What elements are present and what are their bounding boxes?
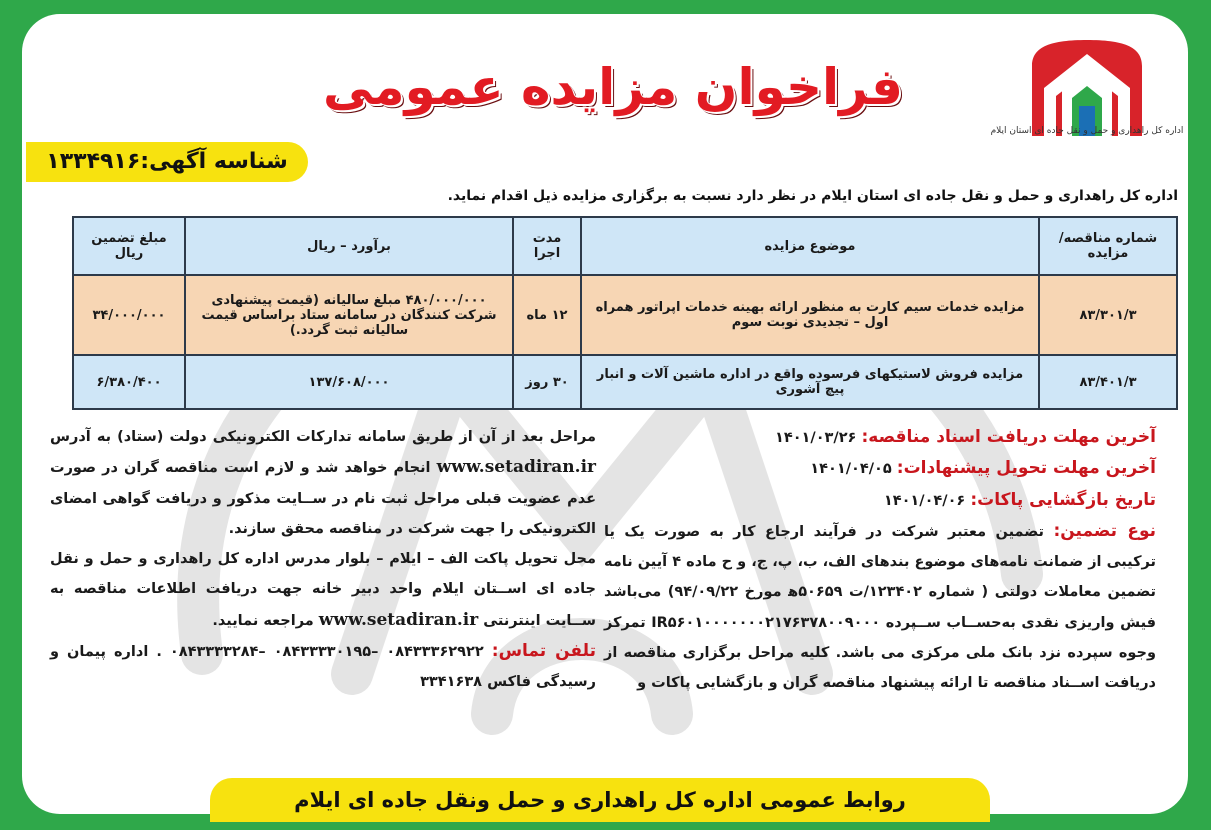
header-guarantee: مبلغ تضمین ریال — [73, 217, 185, 275]
ad-id-value: ۱۳۳۴۹۱۶ — [46, 149, 141, 174]
page-title: فراخوان مزایده عمومی — [323, 58, 903, 116]
header-estimate: برآورد – ریال — [185, 217, 513, 275]
guarantee-label: نوع تضمین: — [1053, 520, 1156, 541]
guarantee-text: تضمین معتبر شرکت در فرآیند ارجاع کار به صورت یک یا ترکیبی از ضمانت نامه‌های موضوع بندهای الف، ب، پ، ج، و ح ماده ۴ آیین نامه تضمین معاملات دولتی ( شماره ۱۲۳۴۰۲/ت ۵۰۶۵۹ه‍ مورخ ۹۴/۰۹/۲۲) می‌باشد فیش واریزی نقدی به‌حســاب ســپرده IR۵۶۰۱۰۰۰۰۰۰۰۲۱۷۶۳۷۸۰۰۹۰۰۰ تمرکز وجوه سپرده نزد بانک ملی مرکزی می باشد. کلیه مراحل برگزاری مناقصه از دریافت اســناد مناقصه تا ارائه پیشنهاد مناقصه گران و بازگشایی پاکات و — [604, 523, 1156, 692]
cell-guarantee: ۳۴/۰۰۰/۰۰۰ — [73, 275, 185, 355]
doc-deadline-label: آخرین مهلت دریافت اسناد مناقصه: — [861, 427, 1156, 447]
offer-deadline-value: ۱۴۰۱/۰۴/۰۵ — [810, 461, 892, 478]
header-duration: مدت اجرا — [513, 217, 581, 275]
phone-label: تلفن تماس: — [491, 641, 596, 662]
table-header-row — [73, 217, 1177, 275]
procedure-paragraph — [50, 422, 596, 544]
cell-number: ۸۳/۴۰۱/۳ — [1039, 355, 1177, 409]
ad-id-label: شناسه آگهی: — [140, 149, 288, 174]
opening-value: ۱۴۰۱/۰۴/۰۶ — [883, 492, 966, 509]
offer-deadline — [604, 453, 1156, 484]
cell-duration: ۳۰ روز — [513, 355, 581, 409]
cell-number: ۸۳/۳۰۱/۳ — [1039, 275, 1177, 355]
opening-label: تاریخ بازگشایی پاکات: — [970, 489, 1156, 510]
cell-subject: مزایده خدمات سیم کارت به منظور ارائه بهینه خدمات اپراتور همراه اول – تجدیدی نوبت سوم — [581, 275, 1039, 355]
guarantee-paragraph — [604, 516, 1156, 699]
phone-text: ۰۸۴۳۳۳۶۲۹۲۲ –۰۸۴۳۳۳۳۰۱۹۵ –۰۸۴۳۳۳۳۲۸۴ . اداره پیمان و رسیدگی فاکس ۳۳۴۱۶۳۸ — [50, 644, 596, 691]
cell-duration: ۱۲ ماه — [513, 275, 581, 355]
offer-deadline-label: آخرین مهلت تحویل پیشنهادات: — [896, 458, 1156, 479]
website-link-2[interactable]: www.setadiran.ir — [318, 609, 479, 630]
delivery-text-a: محل تحویل پاکت الف – ایلام – بلوار مدرس اداره کل راهداری و حمل و نقل جاده ای اســتان ایلام واحد دبیر خانه جهت دریافت اطلاعات مناقصه به ســایت اینترنتی — [50, 551, 596, 629]
procedure-text-b: انجام خواهد شد و لازم است مناقصه گران در صورت عدم عضویت قبلی مراحل ثبت نام در ســایت مذکور و دریافت گواهی امضای الکترونیکی را جهت شرکت در مناقصه محقق سازند. — [50, 460, 596, 537]
website-link[interactable]: www.setadiran.ir — [436, 457, 596, 478]
cell-estimate: ۴۸۰/۰۰۰/۰۰۰ مبلغ سالیانه (قیمت پیشنهادی شرکت کنندگان در سامانه ستاد براساس قیمت سالیانه ثبت گردد.) — [185, 275, 513, 355]
header-number: شماره مناقصه/مزایده — [1039, 217, 1177, 275]
delivery-paragraph — [50, 544, 596, 636]
table-row — [73, 355, 1177, 409]
doc-deadline — [604, 422, 1156, 453]
footer-banner: روابط عمومی اداره کل راهداری و حمل ونقل جاده ای ایلام — [210, 778, 990, 822]
auction-table — [72, 216, 1178, 410]
intro-text: اداره کل راهداری و حمل و نقل جاده ای استان ایلام در نظر دارد نسبت به برگزاری مزایده ذیل اقدام نماید. — [447, 188, 1178, 204]
cell-subject: مزایده فروش لاستیکهای فرسوده واقع در اداره ماشین آلات و انبار پیچ آشوری — [581, 355, 1039, 409]
announcement-panel — [22, 14, 1188, 814]
right-column — [604, 422, 1156, 699]
logo-caption: اداره کل راهداری و حمل و نقل جاده ای استان ایلام — [990, 126, 1184, 136]
procedure-text-a: مراحل بعد از آن از طریق سامانه تدارکات الکترونیکی دولت (ستاد) به آدرس — [50, 429, 596, 445]
delivery-text-b: مراجعه نمایید. — [212, 612, 314, 629]
cell-guarantee: ۶/۳۸۰/۴۰۰ — [73, 355, 185, 409]
phone-paragraph — [50, 636, 596, 698]
cell-estimate: ۱۳۷/۶۰۸/۰۰۰ — [185, 355, 513, 409]
table-row — [73, 275, 1177, 355]
opening-date — [604, 485, 1156, 516]
header-subject: موضوع مزایده — [581, 217, 1039, 275]
ad-id-badge — [26, 142, 308, 182]
left-column — [50, 422, 596, 698]
doc-deadline-value: ۱۴۰۱/۰۳/۲۶ — [775, 430, 857, 446]
